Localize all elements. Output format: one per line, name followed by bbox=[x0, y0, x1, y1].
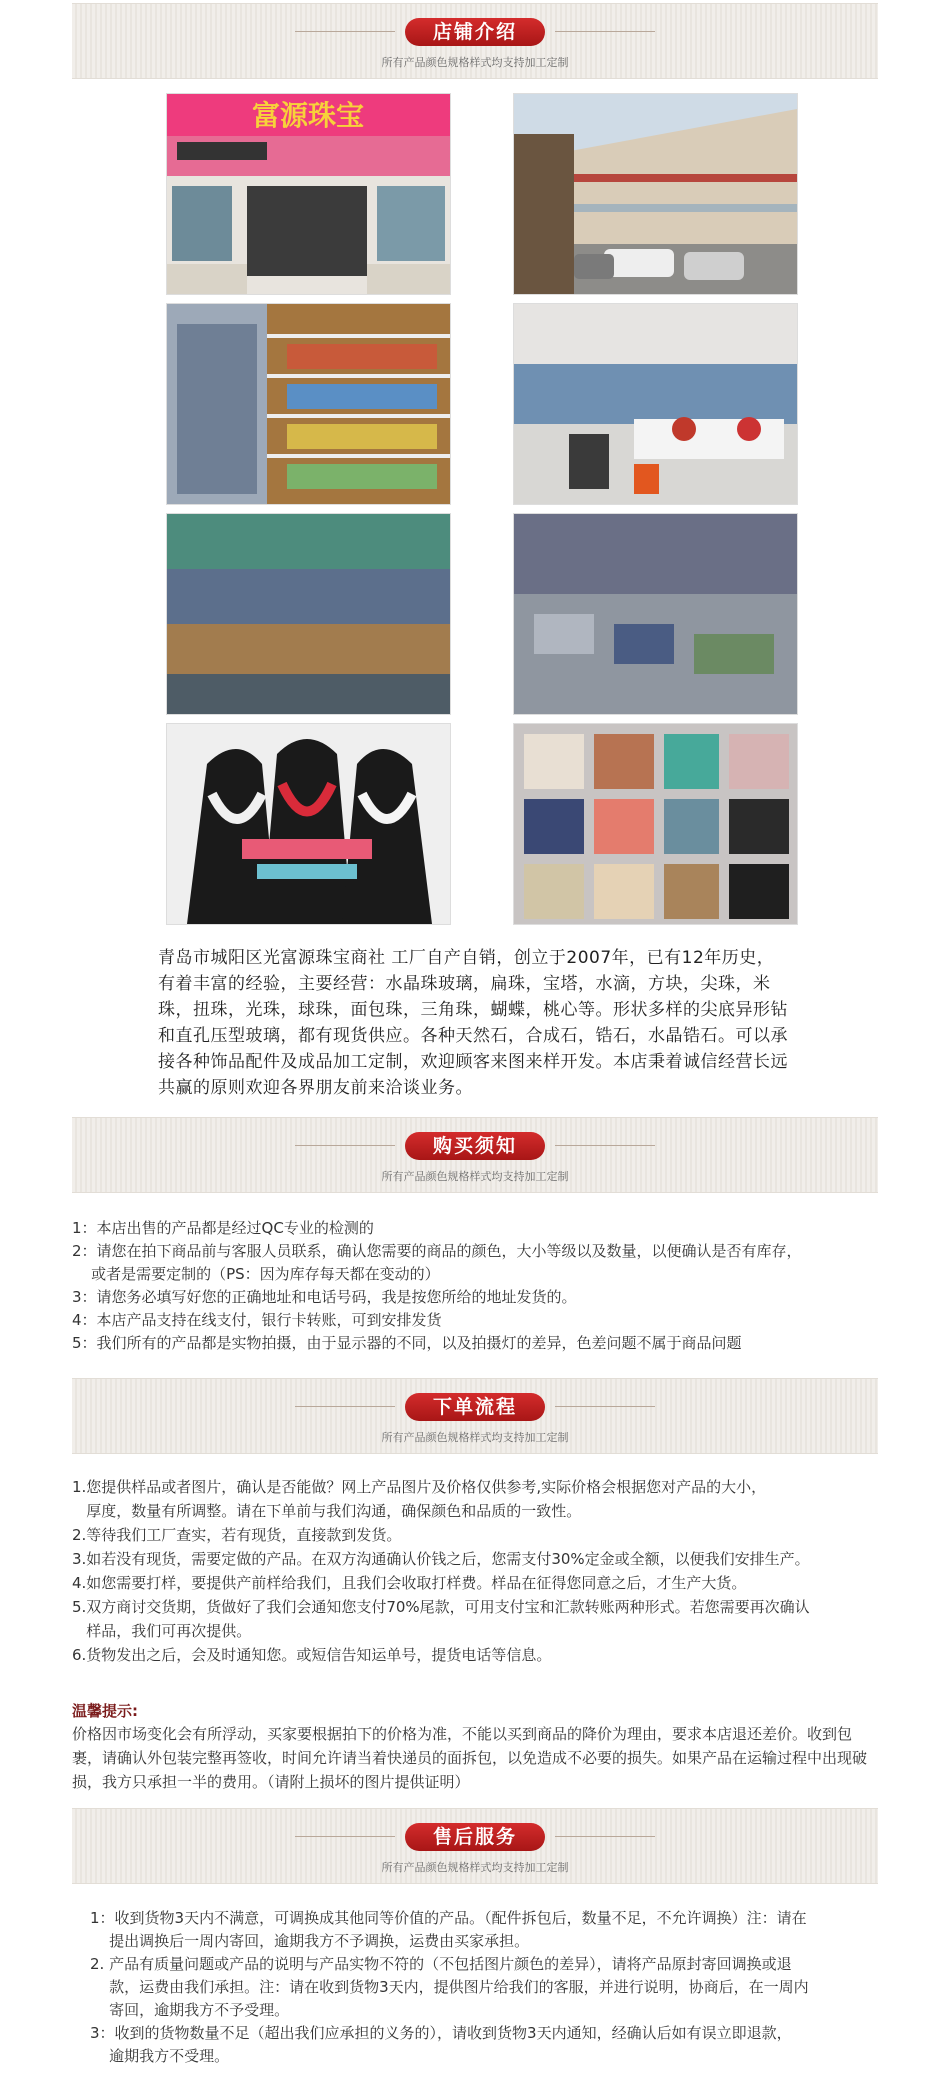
tips-title: 温馨提示: bbox=[72, 1702, 138, 1720]
list-item: 1：收到货物3天内不满意，可调换成其他同等价值的产品。（配件拆包后，数量不足，不允许调换）注：请在 bbox=[90, 1909, 807, 1927]
photo-shelves bbox=[166, 303, 451, 505]
section-banner-shop bbox=[72, 3, 878, 79]
photo-packaged-beads bbox=[513, 723, 798, 925]
section-title-notice: 购买须知 bbox=[405, 1132, 545, 1160]
photo-necklaces bbox=[166, 723, 451, 925]
list-item: 寄回，逾期我方不予受理。 bbox=[90, 2001, 290, 2019]
list-item: 3：请您务必填写好您的正确地址和电话号码，我是按您所给的地址发货的。 bbox=[72, 1288, 577, 1306]
photo-street bbox=[513, 93, 798, 295]
storefront-sign: 富源珠宝 bbox=[251, 99, 365, 132]
list-item: 5.双方商讨交货期，货做好了我们会通知您支付70%尾款，可用支付宝和汇款转账两种形式。若您需要再次确认 bbox=[72, 1598, 810, 1616]
section-subtitle-aftersale: 所有产品颜色规格样式均支持加工定制 bbox=[381, 1861, 569, 1874]
section-subtitle-shop: 所有产品颜色规格样式均支持加工定制 bbox=[381, 56, 569, 69]
process-list bbox=[72, 1475, 878, 1667]
notice-list bbox=[72, 1217, 878, 1355]
shop-intro-text: 青岛市城阳区光富源珠宝商社 工厂自产自销，创立于2007年，已有12年历史，有着丰富的经验，主要经营：水晶珠玻璃，扁珠，宝塔，水滴，方块，尖珠，米珠，扭珠，光珠，球珠，面包珠，三角珠，蝴蝶，桃心等。形状多样的尖底异形钻和直孔压型玻璃，都有现货供应。各种天然石，合成石，锆石，水晶锆石。可以承接各种饰品配件及成品加工定制，欢迎顾客来图来样开发。本店秉着诚信经营长远共赢的原则欢迎各界朋友前来洽谈业务。 bbox=[158, 948, 788, 1098]
list-item: 3.如若没有现货，需要定做的产品。在双方沟通确认价钱之后，您需支付30%定金或全额，以便我们安排生产。 bbox=[72, 1550, 810, 1568]
aftersale-list bbox=[90, 1907, 880, 2068]
list-item: 3：收到的货物数量不足（超出我们应承担的义务的），请收到货物3天内通知，经确认后如有误立即退款， bbox=[90, 2024, 792, 2042]
section-banner-process bbox=[72, 1378, 878, 1454]
list-item: 提出调换后一周内寄回，逾期我方不予调换，运费由买家承担。 bbox=[90, 1932, 530, 1950]
section-subtitle-process: 所有产品颜色规格样式均支持加工定制 bbox=[381, 1431, 569, 1444]
list-item: 2：请您在拍下商品前与客服人员联系，确认您需要的商品的颜色，大小等级以及数量，以便确认是否有库存， bbox=[72, 1242, 802, 1260]
photo-bead-trays bbox=[513, 513, 798, 715]
list-item: 款，运费由我们承担。注：请在收到货物3天内，提供图片给我们的客服，并进行说明，协商后，在一周内 bbox=[90, 1978, 809, 1996]
list-item: 2.等待我们工厂查实，若有现货，直接款到发货。 bbox=[72, 1526, 402, 1544]
list-item: 1.您提供样品或者图片，确认是否能做？网上产品图片及价格仅供参考,实际价格会根据您对产品的大小， bbox=[72, 1478, 767, 1496]
list-item: 4.如您需要打样，要提供产前样给我们，且我们会收取打样费。样品在征得您同意之后，才生产大货。 bbox=[72, 1574, 747, 1592]
list-item: 1：本店出售的产品都是经过QC专业的检测的 bbox=[72, 1219, 374, 1237]
section-banner-notice bbox=[72, 1117, 878, 1193]
list-item: 4：本店产品支持在线支付，银行卡转账，可到安排发货 bbox=[72, 1311, 442, 1329]
list-item: 5：我们所有的产品都是实物拍摄，由于显示器的不同，以及拍摄灯的差异，色差问题不属于商品问题 bbox=[72, 1334, 742, 1352]
section-title-shop: 店铺介绍 bbox=[405, 18, 545, 46]
list-item: 2. 产品有质量问题或产品的说明与产品实物不符的（不包括图片颜色的差异），请将产品原封寄回调换或退 bbox=[90, 1955, 792, 1973]
photo-bead-strands bbox=[166, 513, 451, 715]
list-item: 厚度，数量有所调整。请在下单前与我们沟通，确保颜色和品质的一致性。 bbox=[72, 1502, 582, 1520]
photo-office bbox=[513, 303, 798, 505]
section-banner-aftersale bbox=[72, 1808, 878, 1884]
section-subtitle-notice: 所有产品颜色规格样式均支持加工定制 bbox=[381, 1170, 569, 1183]
section-title-process: 下单流程 bbox=[405, 1393, 545, 1421]
list-item: 逾期我方不受理。 bbox=[90, 2047, 230, 2065]
tips-text: 价格因市场变化会有所浮动，买家要根据拍下的价格为准，不能以买到商品的降价为理由，要求本店退还差价。收到包裹，请确认外包装完整再签收，时间允许请当着快递员的面拆包，以免造成不必要的损失。如果产品在运输过程中出现破损，我方只承担一半的费用。（请附上损坏的图片提供证明） bbox=[72, 1725, 868, 1791]
section-title-aftersale: 售后服务 bbox=[405, 1823, 545, 1851]
photo-storefront bbox=[166, 93, 451, 295]
list-item: 6.货物发出之后，会及时通知您。或短信告知运单号，提货电话等信息。 bbox=[72, 1646, 552, 1664]
list-item: 或者是需要定制的（PS：因为库存每天都在变动的） bbox=[72, 1265, 440, 1283]
list-item: 样品，我们可再次提供。 bbox=[72, 1622, 252, 1640]
